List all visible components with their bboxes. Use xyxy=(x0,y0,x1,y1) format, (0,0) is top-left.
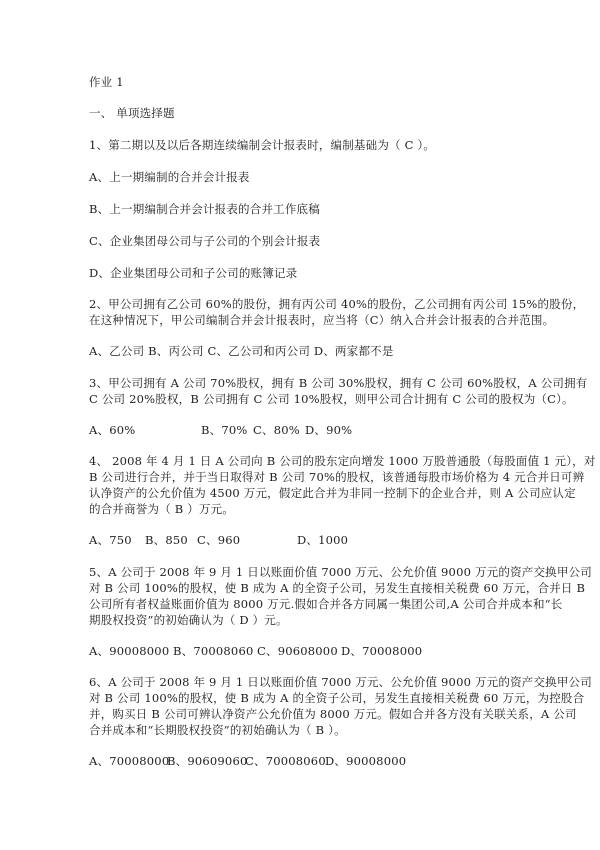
question-3-stem-line-1: 3、甲公司拥有 A 公司 70%股权，拥有 B 公司 30%股权，拥有 C 公司 60%股权，A 公司拥有 xyxy=(89,376,588,390)
question-5-stem-line-2: 对 B 公司 100%的股权，使 B 成为 A 的全资子公司，另发生直接相关税费 60 万元，合并日 B xyxy=(89,581,586,595)
question-4-stem-line-3: 认净资产的公允价值为 4500 万元，假定此合并为非同一控制下的企业合并，则 A 公司应认定 xyxy=(89,486,576,500)
question-1-option-b: B、上一期编制合并会计报表的合并工作底稿 xyxy=(89,202,320,216)
question-5-options xyxy=(89,645,422,658)
question-6-option-b: B、90609060 xyxy=(167,754,248,768)
section-heading: 一、 单项选择题 xyxy=(89,106,175,120)
question-3-stem-line-2: C 公司 20%股权，B 公司拥有 C 公司 10%股权，则甲公司合计拥有 C 公司的股权为（C）。 xyxy=(89,392,574,406)
question-5-option-c: C、90608000 xyxy=(257,644,338,658)
question-4-options xyxy=(89,534,348,547)
question-6-option-a: A、70008000 xyxy=(89,754,170,768)
question-6-stem-line-4: 合并成本和“长期股权投资”的初始确认为（ B ）。 xyxy=(89,723,346,737)
question-3-option-c: C、80% xyxy=(253,423,300,437)
question-3-options xyxy=(89,424,352,437)
question-1-option-a: A、上一期编制的合并会计报表 xyxy=(89,170,250,184)
question-6-stem-line-2: 对 B 公司 100%的股权，使 B 成为 A 的全资子公司，另发生直接相关税费 60 万元，为控股合 xyxy=(89,691,585,705)
question-4-stem-line-2: B 公司进行合并，并于当日取得对 B 公司 70%的股权，该普通每股市场价格为 4 元合并日可辨 xyxy=(89,470,585,484)
question-6-stem-line-3: 并，购买日 B 公司可辨认净资产公允价值为 8000 万元。假如合并各方没有关联关系，A 公司 xyxy=(89,707,577,721)
question-5-option-a: A、90008000 xyxy=(89,644,170,658)
question-2-options: A、乙公司 B、丙公司 C、乙公司和丙公司 D、两家都不是 xyxy=(89,344,394,358)
question-4-option-a: A、750 xyxy=(89,533,132,547)
question-1-option-d: D、企业集团母公司和子公司的账簿记录 xyxy=(89,266,298,280)
question-3-option-b: B、70% xyxy=(201,423,248,437)
question-2-stem-line-1: 2、甲公司拥有乙公司 60%的股份，拥有丙公司 40%的股份，乙公司拥有丙公司 15%的股份， xyxy=(89,297,585,311)
question-6-stem-line-1: 6、A 公司于 2008 年 9 月 1 日以账面价值 7000 万元、公允价值 9000 万元的资产交换甲公司 xyxy=(89,675,592,689)
question-5-stem-line-1: 5、A 公司于 2008 年 9 月 1 日以账面价值 7000 万元、公允价值 9000 万元的资产交换甲公司 xyxy=(89,565,592,579)
question-4-option-b: B、850 xyxy=(145,533,188,547)
question-4-option-c: C、960 xyxy=(197,533,241,547)
question-1-option-c: C、企业集团母公司与子公司的个别会计报表 xyxy=(89,234,321,248)
question-1-stem: 1、第二期以及以后各期连续编制会计报表时，编制基础为（ C ）。 xyxy=(89,138,436,152)
doc-title: 作业 1 xyxy=(89,75,124,89)
question-3-option-d: D、90% xyxy=(305,423,353,437)
question-5-option-d: D、70008000 xyxy=(341,644,423,658)
question-6-option-d: D、90008000 xyxy=(325,754,407,768)
question-5-stem-line-3: 公司所有者权益账面价值为 8000 万元.假如合并各方同属一集团公司,A 公司合并成本和“长 xyxy=(89,597,563,611)
question-6-options xyxy=(89,755,406,768)
question-2-stem-line-2: 在这种情况下，甲公司编制合并会计报表时，应当将（C）纳入合并会计报表的合并范围。 xyxy=(89,313,555,327)
question-4-option-d: D、1000 xyxy=(297,533,349,547)
question-5-option-b: B、70008060 xyxy=(173,644,254,658)
question-6-option-c: C、70008060 xyxy=(245,754,326,768)
question-5-stem-line-4: 期股权投资”的初始确认为（ D ）元。 xyxy=(89,613,288,627)
question-4-stem-line-1: 4、 2008 年 4 月 1 日 A 公司向 B 公司的股东定向增发 1000 万股普通股（每股面值 1 元），对 xyxy=(89,454,596,468)
question-3-option-a: A、60% xyxy=(89,423,136,437)
question-4-stem-line-4: 的合并商誉为（ B ）万元。 xyxy=(89,502,235,516)
